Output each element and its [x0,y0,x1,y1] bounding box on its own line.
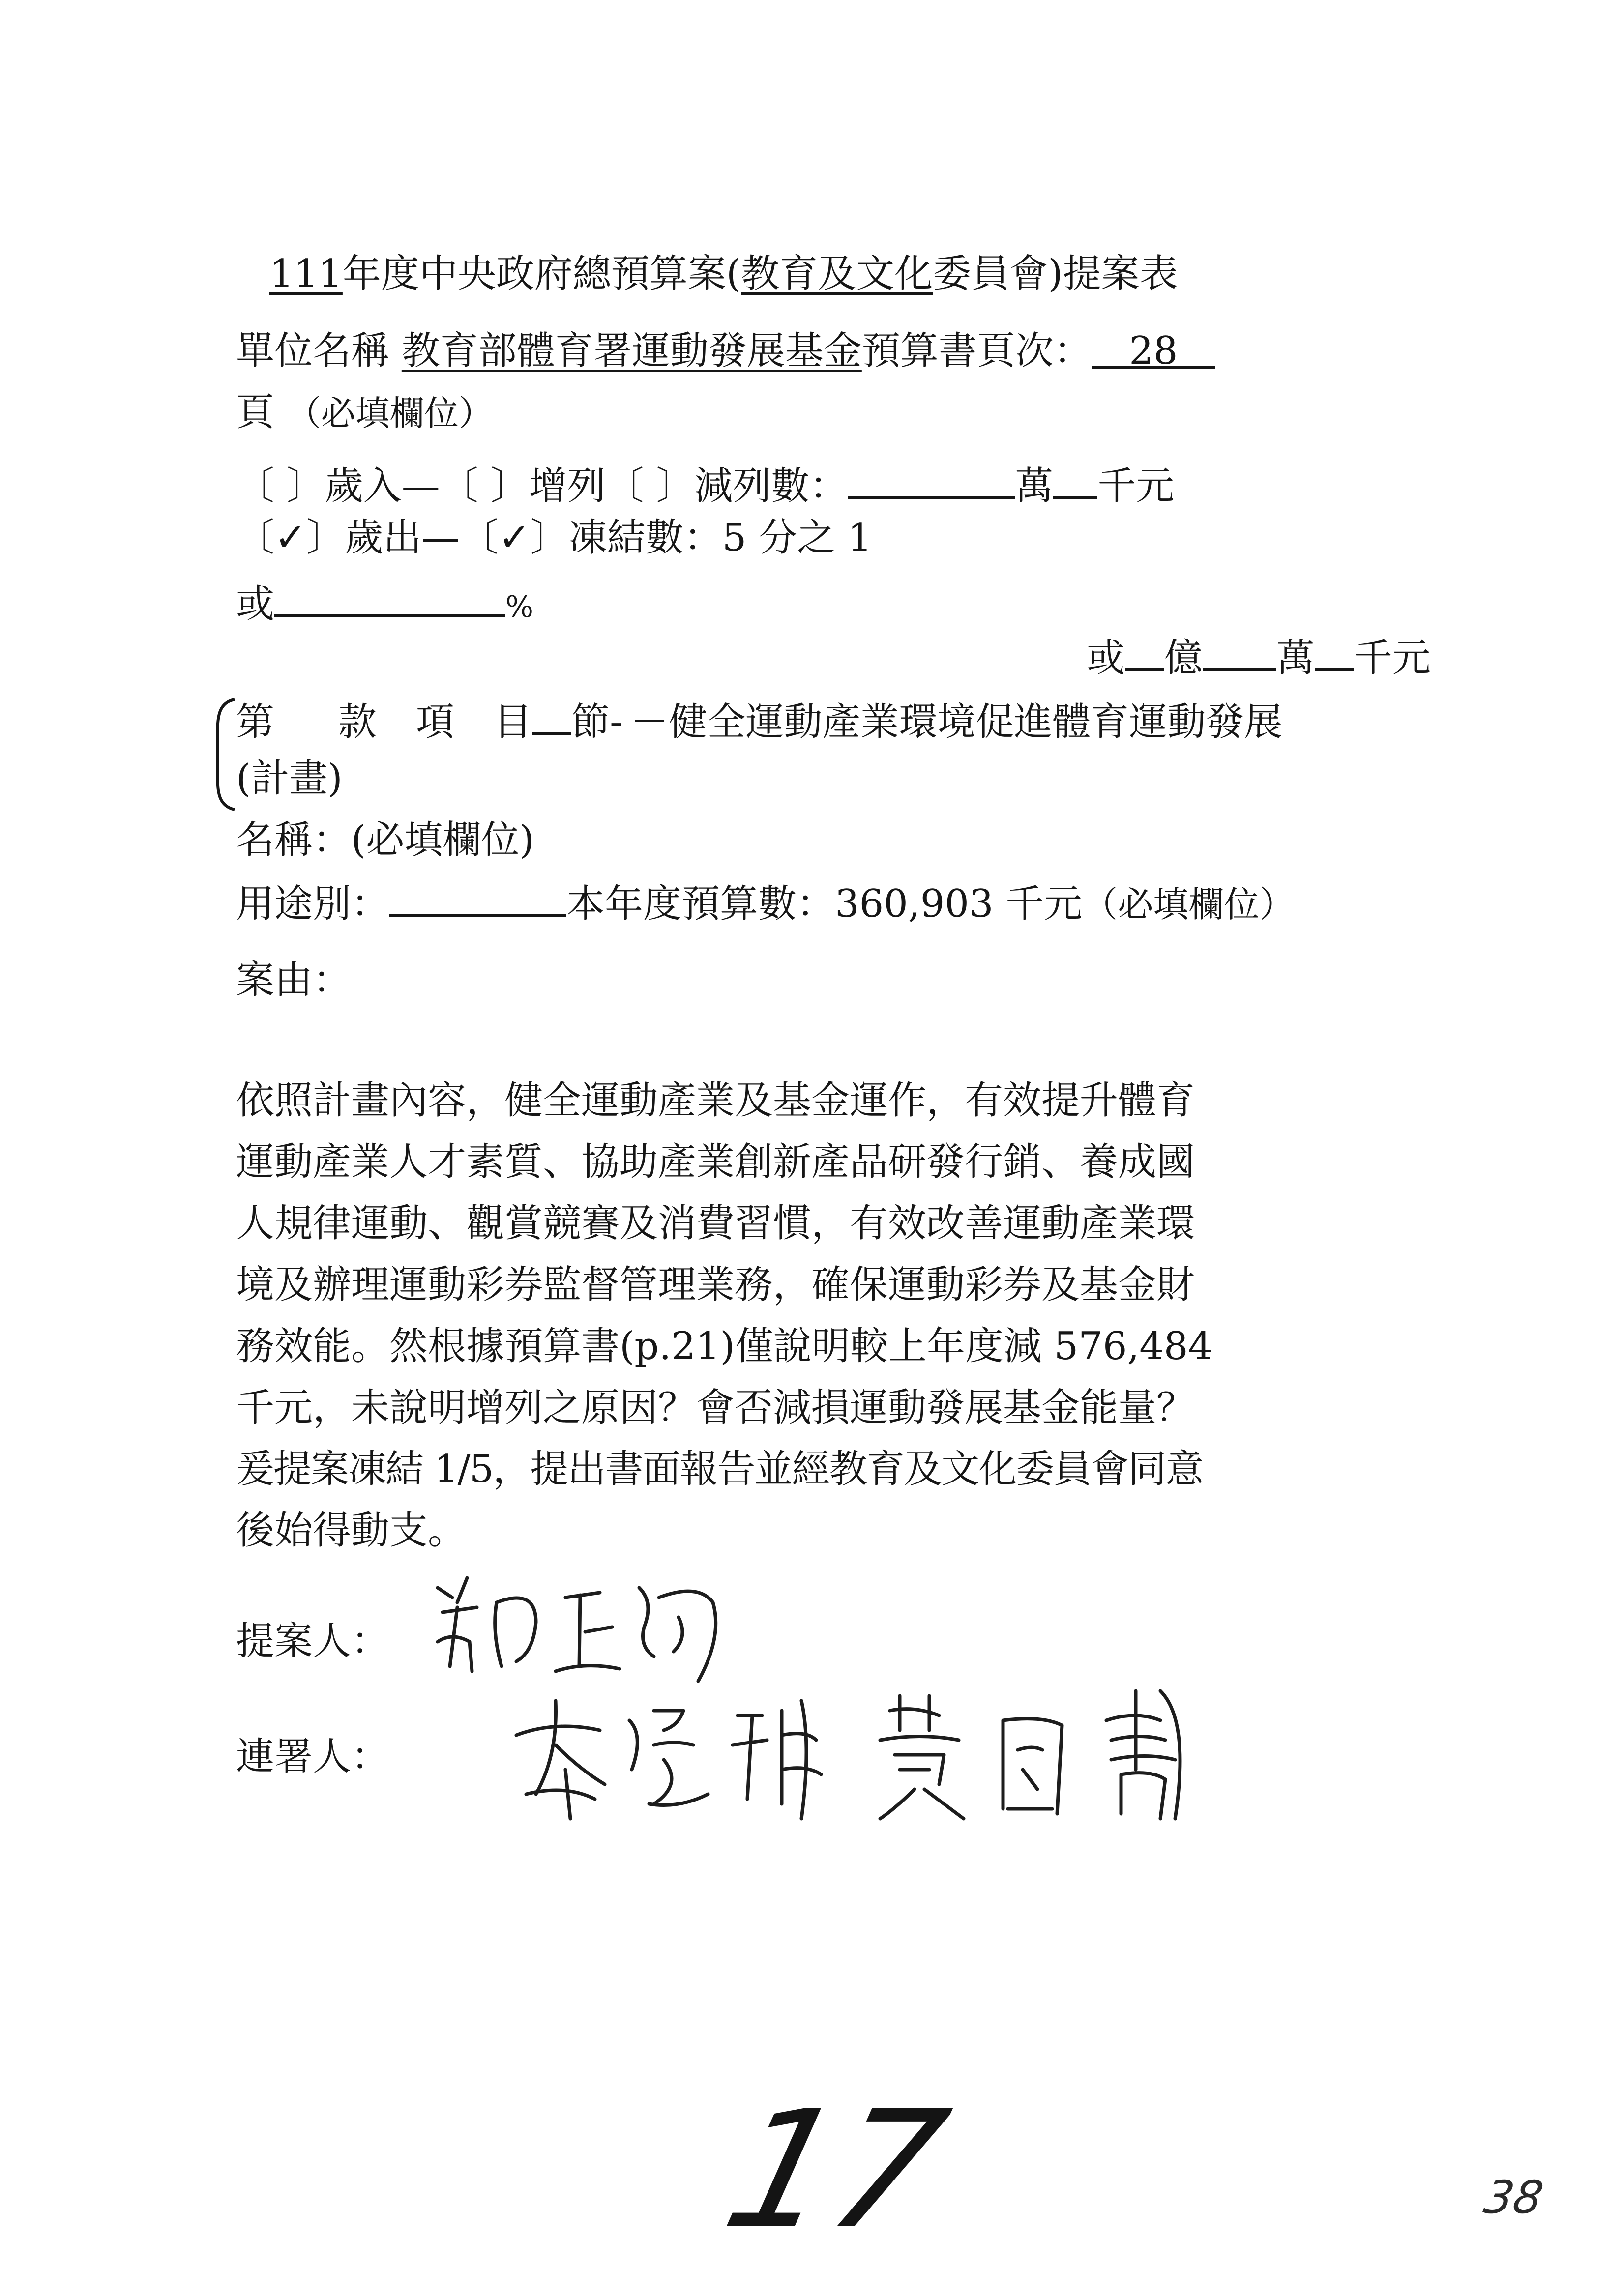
usage-blank [389,880,566,917]
handwritten-number: 17 [709,2076,963,2265]
name-line: 名稱：(必填欄位) [236,818,534,862]
section-plan-name: －健全運動產業環境促進體育運動發展 [630,700,1283,744]
usage-line [236,880,1295,926]
section-kuan: 款 [338,700,377,744]
reason-line: 務效能。然根據預算書(p.21)僅說明較上年度減 576,484 [236,1324,1213,1368]
title-prefix: 年度中央政府總預算案( [342,252,741,296]
reason-line: 運動產業人才素質、協助產業創新產品研發行銷、養成國 [236,1140,1195,1184]
cosigner-label: 連署人： [236,1735,390,1779]
revenue-checkbox: 〔 〕 [236,464,325,508]
revenue-line [236,462,1175,508]
freeze-box-open: 〔 [460,516,499,560]
section-bracket [209,696,238,814]
increase-text: 增列 [529,464,606,508]
cosigner-signature [506,1671,1254,1838]
freeze-box-close: 〕 [530,516,569,560]
increase-checkbox: 〔 〕 [440,464,529,508]
or-amount-line [1087,634,1431,680]
reason-line: 爰提案凍結 1/5，提出書面報告並經教育及文化委員會同意 [236,1447,1203,1491]
page-label: 預算書頁次： [861,329,1092,373]
title-suffix: 委員會)提案表 [933,252,1178,296]
expense-box-close: 〕 [306,516,345,560]
proposer-label: 提案人： [236,1619,390,1663]
page-number-blank [1092,329,1215,373]
wan-unit: 萬 [1015,464,1054,508]
usage-label: 用途別： [236,882,390,926]
or-percent-line [236,580,534,626]
qian-amount-blank [1315,634,1354,671]
form-title [269,252,1178,296]
section-mu: 目 [494,700,532,744]
percent-blank [274,580,505,617]
decrease-text: 減列數： [694,464,848,508]
unit-line [236,329,1215,373]
percent-sign: % [505,590,534,624]
usage-required: （必填欄位） [1082,884,1295,925]
title-committee: 教育及文化 [741,252,933,296]
reason-line: 境及辦理運動彩券監督管理業務，確保運動彩券及基金財 [236,1263,1195,1307]
wan-amount-blank [1203,634,1276,671]
qian-amount-unit: 千元 [1354,636,1431,680]
or-text: 或 [236,582,275,626]
reason-label: 案由： [236,958,352,1002]
expense-line [236,516,872,560]
budget-text: 本年度預算數：360,903 千元 [566,882,1083,926]
unit-required: （必填欄位） [286,393,493,434]
section-plan: (計畫) [236,756,343,801]
title-year: 111 [269,252,343,296]
reason-line: 人規律運動、觀賞競賽及消費習慣，有效改善運動產業環 [236,1201,1195,1246]
or-amount-text: 或 [1087,636,1125,680]
section-jie: 節- [571,700,623,744]
freeze-check-icon: ✓ [498,516,531,560]
yi-unit: 億 [1164,636,1203,680]
wan-blank [1053,462,1097,499]
reason-line: 依照計畫內容，健全運動產業及基金運作，有效提升體育 [236,1078,1195,1123]
section-di: 第 [236,700,275,744]
reason-body [236,1078,1213,1573]
freeze-text: 凍結數：5 分之 1 [568,516,872,560]
page-suffix-line [236,390,493,435]
decrease-amount-blank [848,462,1015,499]
expense-text: 歲出— [345,516,460,560]
revenue-text: 歲入— [325,464,440,508]
section-plan-line [236,756,343,801]
wan-amount-unit: 萬 [1276,636,1315,680]
section-mu-blank [532,698,571,735]
reason-line: 後始得動支。 [236,1509,467,1553]
expense-box-open: 〔 [236,516,275,560]
page-number: 38 [1480,2171,1547,2224]
section-line [236,698,1283,744]
page-suffix: 頁 [236,390,275,435]
unit-name: 教育部體育署運動發展基金 [401,329,862,373]
section-xiang: 項 [416,700,455,744]
decrease-checkbox: 〔 〕 [605,464,695,508]
yi-blank [1125,634,1164,671]
unit-label: 單位名稱 [236,329,390,373]
reason-line: 千元，未說明增列之原因？會否減損運動發展基金能量？ [236,1386,1195,1430]
qian-unit: 千元 [1097,464,1175,508]
expense-check-icon: ✓ [274,516,307,560]
page-number-value: 28 [1129,329,1178,373]
